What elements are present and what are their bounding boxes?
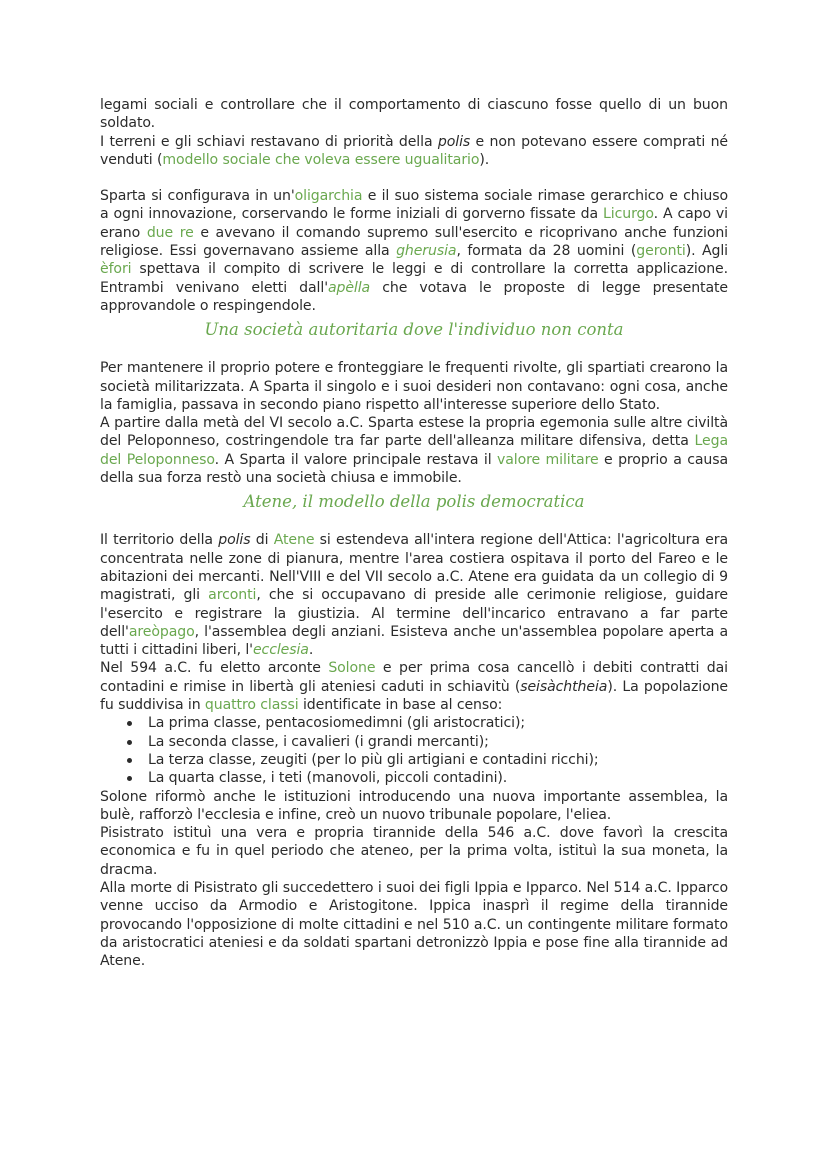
paragraph (100, 659, 728, 714)
text-run: che votava le proposte di legge presentate approvandole o respingendole. (100, 279, 728, 314)
highlight-term: due re (146, 224, 194, 241)
class-list (100, 714, 728, 787)
text-run: identificate in base al censo: (298, 697, 503, 714)
text-run: . (308, 642, 314, 659)
term-seisachtheia: seisàchtheia (520, 678, 608, 695)
list-item: La seconda classe, i cavalieri (i grandi mercanti); (148, 733, 728, 751)
list-item: La prima classe, pentacosiomedimni (gli aristocratici); (148, 714, 728, 732)
text-run: A partire dalla metà del VI secolo a.C. Sparta estese la propria egemonia sulle altre civiltà del Peloponneso, costringendole tra far parte dell'alleanza militare difensiva, detta (100, 415, 728, 450)
section-heading: Una società autoritaria dove l'individuo non conta (204, 320, 624, 340)
text-run: e non potevano essere comprati né venduti ( (100, 133, 728, 168)
highlight-term: Atene (273, 532, 315, 549)
paragraph: Alla morte di Pisistrato gli succedettero i suoi dei figli Ippia e Ipparco. Nel 514 a.C. Ipparco venne ucciso da Armodio e Aristogitone. Ippica inasprì il regime della tirannide provocando l'opposizione di molte cittadini e nel 510 a.C. un contingente militare formato da aristocratici ateniesi e da soldati spartani detronizzò Ippia e pose fine alla tirannide ad Atene. (100, 879, 728, 970)
highlight-term: Lega del Peloponneso (100, 433, 728, 468)
text-run: , l'assemblea degli anziani. Esisteva anche un'assemblea popolare aperta a tutti i cittadini liberi, l' (100, 623, 728, 659)
highlight-term: ecclesia (252, 642, 309, 659)
highlight-term: geronti (636, 243, 686, 260)
text-run: ). (479, 151, 490, 168)
text-run: I terreni e gli schiavi restavano di priorità della (100, 133, 438, 150)
section-heading: Atene, il modello della polis democratica (243, 492, 585, 512)
highlight-term: areòpago (128, 623, 195, 640)
paragraph (100, 133, 728, 170)
list-item: La quarta classe, i teti (manovoli, piccoli contadini). (148, 769, 728, 787)
highlight-term: gherusia (396, 243, 457, 260)
paragraph (100, 531, 728, 659)
text-run: . A capo vi erano (100, 206, 728, 241)
text-run: Nel 594 a.C. fu eletto arconte (100, 660, 329, 677)
paragraph (100, 414, 728, 487)
text-run: e avevano il comando supremo sull'esercito e ricoprivano anche funzioni religiose. Essi governavano assieme alla (100, 224, 728, 260)
highlight-term: oligarchia (294, 188, 363, 205)
paragraph (100, 187, 728, 315)
highlight-term: quattro classi (204, 697, 299, 714)
text-run: , che si occupavano di preside alle cerimonie religiose, guidare l'esercito e registrare la giustizia. Al termine dell'incarico entravano a far parte dell' (100, 587, 728, 640)
term-polis: polis (437, 133, 471, 150)
paragraph: legami sociali e controllare che il comportamento di ciascuno fosse quello di un buon soldato. (100, 97, 728, 132)
term-polis: polis (218, 532, 251, 549)
paragraph: Solone riformò anche le istituzioni introducendo una nuova importante assemblea, la bulè, rafforzò l'ecclesia e infine, creò un nuovo tribunale popolare, l'eliea. (100, 788, 728, 823)
text-run: e proprio a causa della sua forza restò una società chiusa e immobile. (100, 451, 729, 487)
text-run: ). La popolazione fu suddivisa in (100, 678, 728, 714)
text-run: e per prima cosa cancellò i debiti contratti dai contadini e rimise in libertà gli ateniesi caduti in schiavitù ( (100, 660, 728, 695)
highlight-term: Licurgo (603, 206, 654, 223)
text-run: ). Agli (685, 243, 728, 260)
highlight-term: Solone (328, 660, 376, 677)
text-run: Sparta si configurava in un' (100, 188, 295, 205)
highlight-term: arconti (208, 587, 257, 604)
highlight-term: apèlla (327, 279, 371, 296)
text-run: si estendeva all'intera regione dell'Attica: l'agricoltura era concentrata nelle zone di pianura, mentre l'area costiera ospitava il porto del Fareo e le abitazioni dei mercanti. Nell'VIII e del VII secolo a.C. Atene era guidata da un collegio di 9 magistrati, gli (100, 532, 728, 604)
text-run: . A Sparta il valore principale restava il (214, 451, 497, 468)
document-page (100, 96, 728, 970)
text-run: , formata da 28 uomini ( (456, 243, 637, 260)
text-run: Il territorio della (100, 532, 219, 549)
text-run: spettava il compito di scrivere le leggi e di controllare la corretta applicazione. Entrambi venivano eletti dall' (100, 261, 728, 296)
highlight-term: èfori (100, 261, 132, 278)
text-run: e il suo sistema sociale rimase gerarchico e chiuso a ogni innovazione, corservando le forme iniziali di gorverno fissate da (100, 188, 729, 223)
paragraph: Pisistrato istituì una vera e propria tirannide della 546 a.C. dove favorì la crescita economica e fu in quel periodo che ateneo, per la prima volta, istituì la sua moneta, la dracma. (100, 825, 728, 878)
text-run: di (250, 532, 274, 549)
paragraph: Per mantenere il proprio potere e fronteggiare le frequenti rivolte, gli spartiati crearono la società militarizzata. A Sparta il singolo e i suoi desideri non contavano: ogni cosa, anche la famiglia, passava in secondo piano rispetto all'interesse superiore dello Stato. (100, 360, 728, 413)
highlight-term: modello sociale che voleva essere ugualitario (162, 151, 480, 168)
highlight-term: valore militare (497, 451, 599, 468)
list-item: La terza classe, zeugiti (per lo più gli artigiani e contadini ricchi); (148, 751, 728, 769)
